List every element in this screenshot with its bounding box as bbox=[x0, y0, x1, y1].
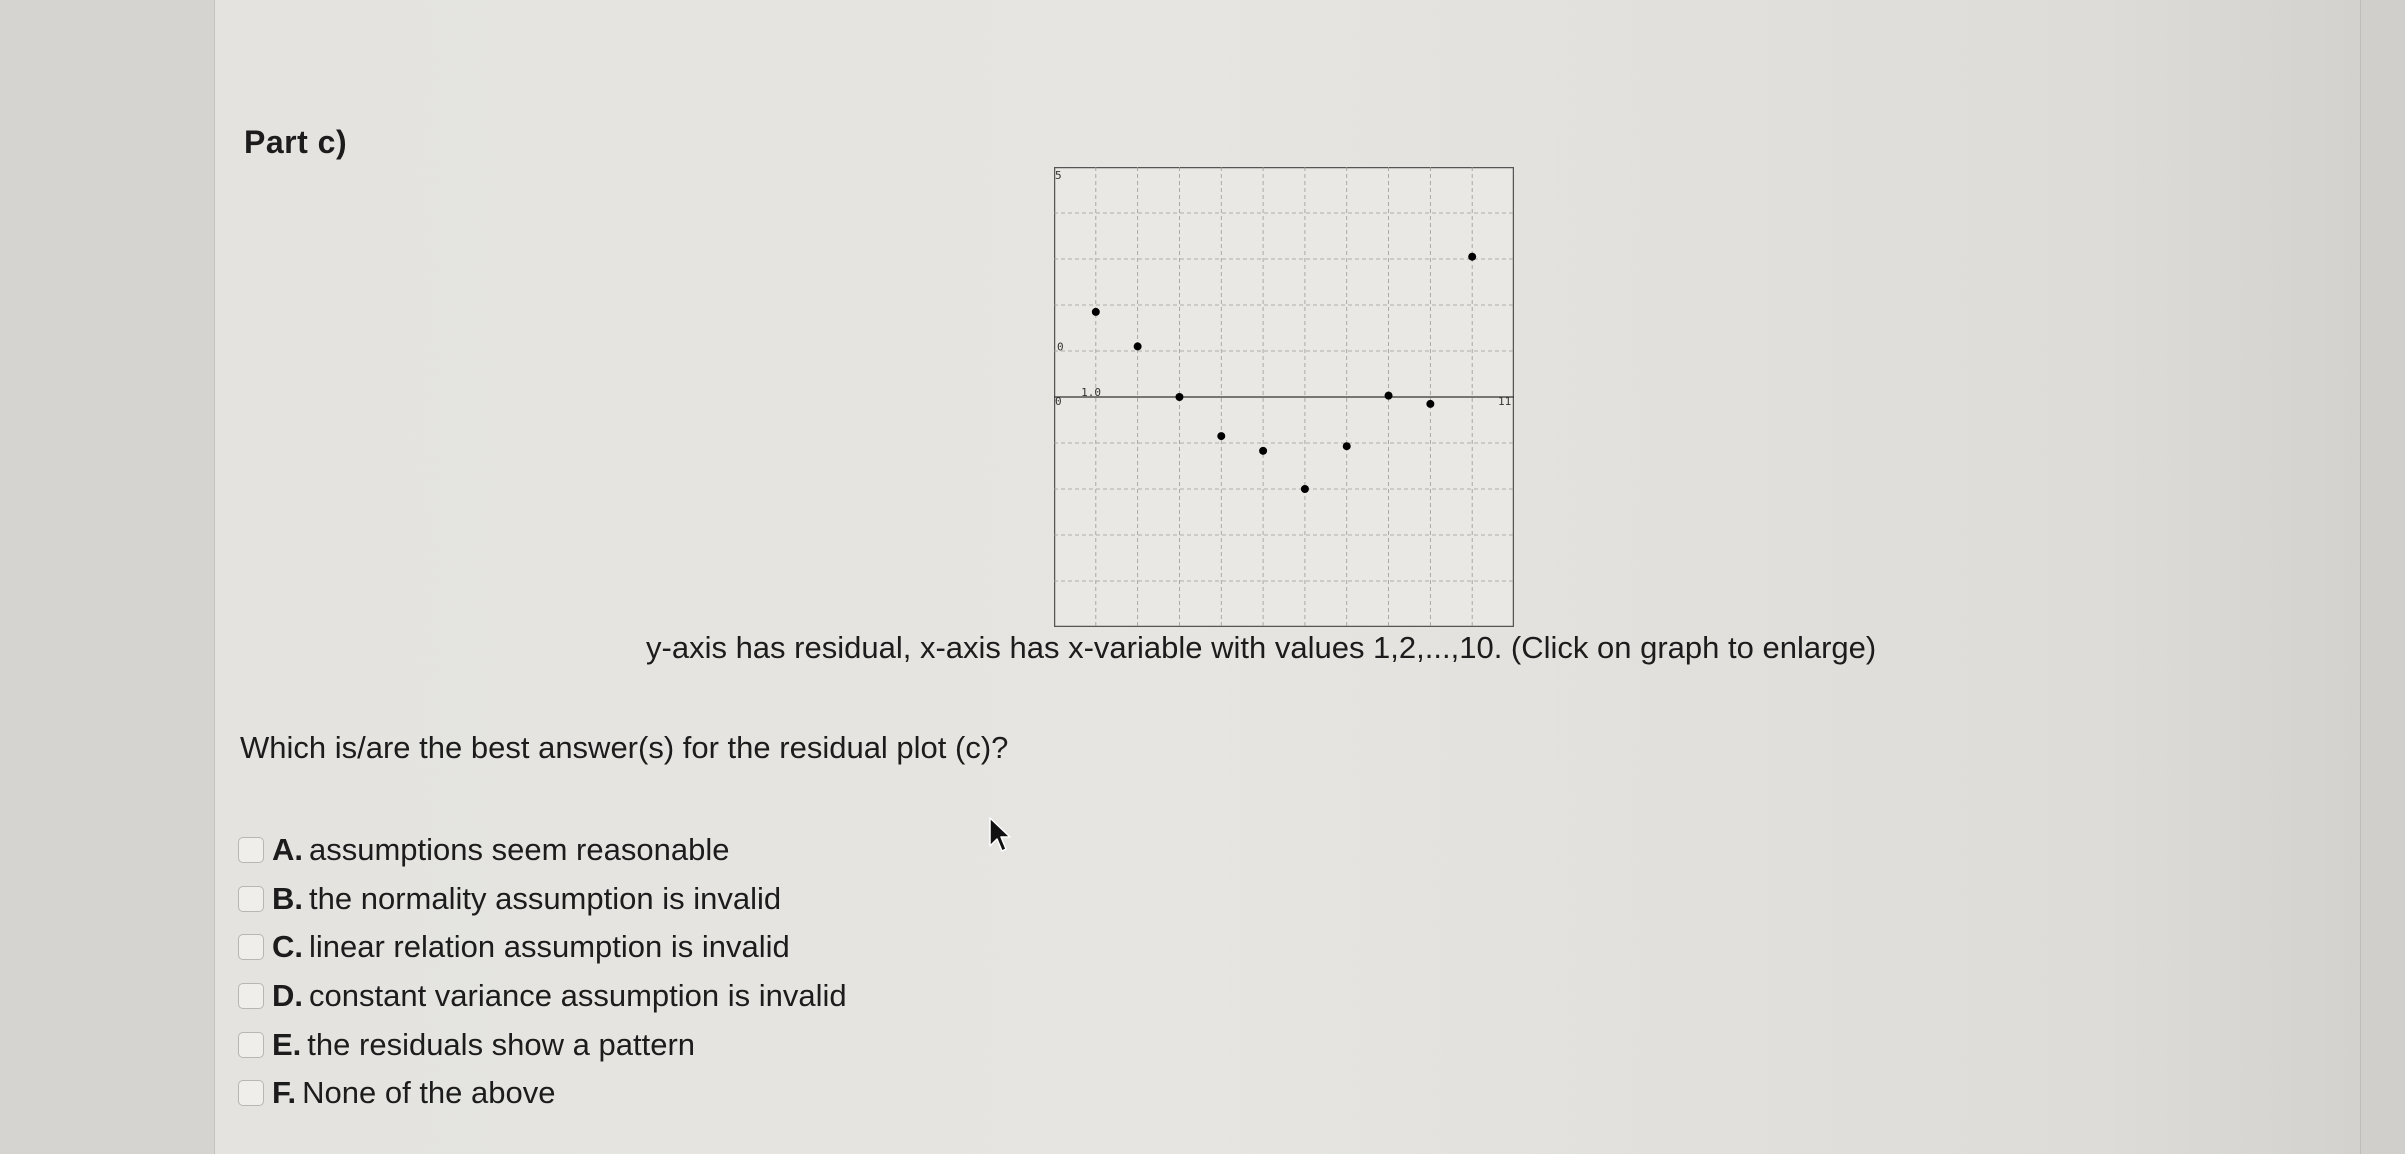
data-point bbox=[1385, 392, 1393, 400]
answer-options bbox=[238, 826, 847, 1118]
question-text: Which is/are the best answer(s) for the residual plot (c)? bbox=[240, 730, 1009, 765]
option-a-checkbox[interactable] bbox=[238, 837, 264, 863]
option-a-letter: A. bbox=[272, 832, 303, 868]
data-point bbox=[1343, 442, 1351, 450]
data-point bbox=[1259, 447, 1267, 455]
option-d-letter: D. bbox=[272, 978, 303, 1014]
option-f-text: None of the above bbox=[302, 1075, 556, 1111]
option-f[interactable] bbox=[238, 1069, 847, 1118]
option-c-letter: C. bbox=[272, 929, 303, 965]
option-e-text: the residuals show a pattern bbox=[307, 1026, 696, 1062]
data-point bbox=[1426, 400, 1434, 408]
mouse-pointer-icon bbox=[988, 816, 1012, 859]
y-zero-tick-label: 0 bbox=[1057, 340, 1064, 354]
left-margin bbox=[0, 0, 215, 1154]
option-b[interactable] bbox=[238, 875, 847, 924]
option-c-checkbox[interactable] bbox=[238, 934, 264, 960]
option-f-letter: F. bbox=[272, 1075, 297, 1111]
option-a-text: assumptions seem reasonable bbox=[309, 832, 730, 868]
option-d-checkbox[interactable] bbox=[238, 983, 264, 1009]
option-d-text: constant variance assumption is invalid bbox=[309, 978, 847, 1014]
data-point bbox=[1301, 485, 1309, 493]
option-b-letter: B. bbox=[272, 880, 303, 916]
option-c-text: linear relation assumption is invalid bbox=[309, 929, 790, 965]
option-d[interactable] bbox=[238, 972, 847, 1021]
option-a[interactable] bbox=[238, 826, 847, 875]
graph-caption: y-axis has residual, x-axis has x-variable with values 1,2,...,10. (Click on graph to enlarge) bbox=[646, 630, 1877, 665]
option-e-checkbox[interactable] bbox=[238, 1032, 264, 1058]
x-start-tick-label: 1.0 bbox=[1081, 386, 1102, 399]
part-title: Part c) bbox=[244, 124, 348, 160]
data-point bbox=[1092, 308, 1100, 316]
option-f-checkbox[interactable] bbox=[238, 1080, 264, 1106]
data-point bbox=[1175, 393, 1183, 401]
y-axis-mark-label: 0 bbox=[1055, 395, 1062, 408]
option-b-text: the normality assumption is invalid bbox=[309, 880, 782, 916]
option-b-checkbox[interactable] bbox=[238, 886, 264, 912]
data-point bbox=[1468, 253, 1476, 261]
option-e[interactable] bbox=[238, 1020, 847, 1069]
residual-plot-svg bbox=[1054, 167, 1514, 627]
option-e-letter: E. bbox=[272, 1026, 302, 1062]
y-top-tick-label: 5 bbox=[1055, 169, 1062, 182]
residual-plot[interactable] bbox=[1054, 167, 1514, 627]
x-end-tick-label: 11 bbox=[1498, 395, 1512, 408]
option-c[interactable] bbox=[238, 923, 847, 972]
data-point bbox=[1134, 342, 1142, 350]
data-point bbox=[1217, 432, 1225, 440]
right-scrollbar-gutter bbox=[2360, 0, 2405, 1154]
